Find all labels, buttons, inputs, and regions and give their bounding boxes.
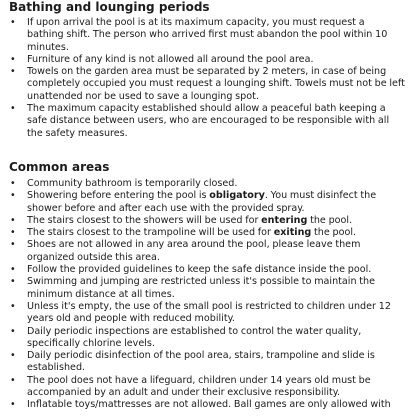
rule-daily-disinfection: • Daily periodic disinfection of the pool area, stairs, trampoline and slide is established. [0,350,420,375]
common-areas-list [0,178,420,412]
rule-text: . You must disinfect the shower before and after each use with the provided spray. [27,190,377,214]
rule-maximum-capacity: • The maximum capacity established should allow a peaceful bath keeping a safe distance between users, who are encouraged to be responsible with all the safety measures. [0,103,420,140]
rule-no-shoes: • Shoes are not allowed in any area around the pool, please leave them organized outside this area. [0,239,420,264]
rule-bathroom-closed: • Community bathroom is temporarily closed. [0,178,420,190]
rule-no-lifeguard: • The pool does not have a lifeguard, children under 14 years old must be accompanied by an adult and under their exclusive responsibility. [0,375,420,400]
rule-text: The stairs closest to the trampoline will be used for [27,227,274,239]
rule-no-furniture: • Furniture of any kind is not allowed all around the pool area. [0,54,420,66]
rule-swimming-jumping: • Swimming and jumping are restricted unless it's possible to maintain the minimum distance at all times. [0,276,420,301]
rule-bathing-shift: • If upon arrival the pool is at its maximum capacity, you must request a bathing shift. The person who arrived first must abandon the pool within 10 minutes. [0,17,420,54]
rule-towel-spacing: • Towels on the garden area must be separated by 2 meters, in case of being completely occupied you must request a lounging shift. Towels must not be left unattended nor be used to save a lounging spot. [0,66,420,103]
section-title-bathing-and-lounging: Bathing and lounging periods [9,0,210,14]
rule-inflatable-toys: • Inflatable toys/mattresses are not allowed. Ball games are only allowed with [0,399,420,411]
rule-emphasis: exiting [273,227,312,239]
rule-text: Showering before entering the pool is [27,190,210,202]
rule-text: the pool. [307,214,353,226]
rule-stairs-entering [0,215,420,227]
bathing-rules-list [0,17,420,140]
rule-stairs-exiting [0,227,420,239]
section-title-common-areas: Common areas [9,160,110,174]
rule-text: the pool. [311,227,357,239]
rule-emphasis: obligatory [209,190,265,202]
rule-emphasis: entering [261,214,308,226]
rule-text: The stairs closest to the showers will be used for [27,214,262,226]
rule-water-inspections: • Daily periodic inspections are established to control the water quality, specifically chlorine levels. [0,326,420,351]
rule-small-pool: • Unless it's empty, the use of the small pool is restricted to children under 12 years old and people with reduced mobility. [0,301,420,326]
rule-shower-before-entering [0,190,420,215]
rule-safe-distance: • Follow the provided guidelines to keep the safe distance inside the pool. [0,264,420,276]
